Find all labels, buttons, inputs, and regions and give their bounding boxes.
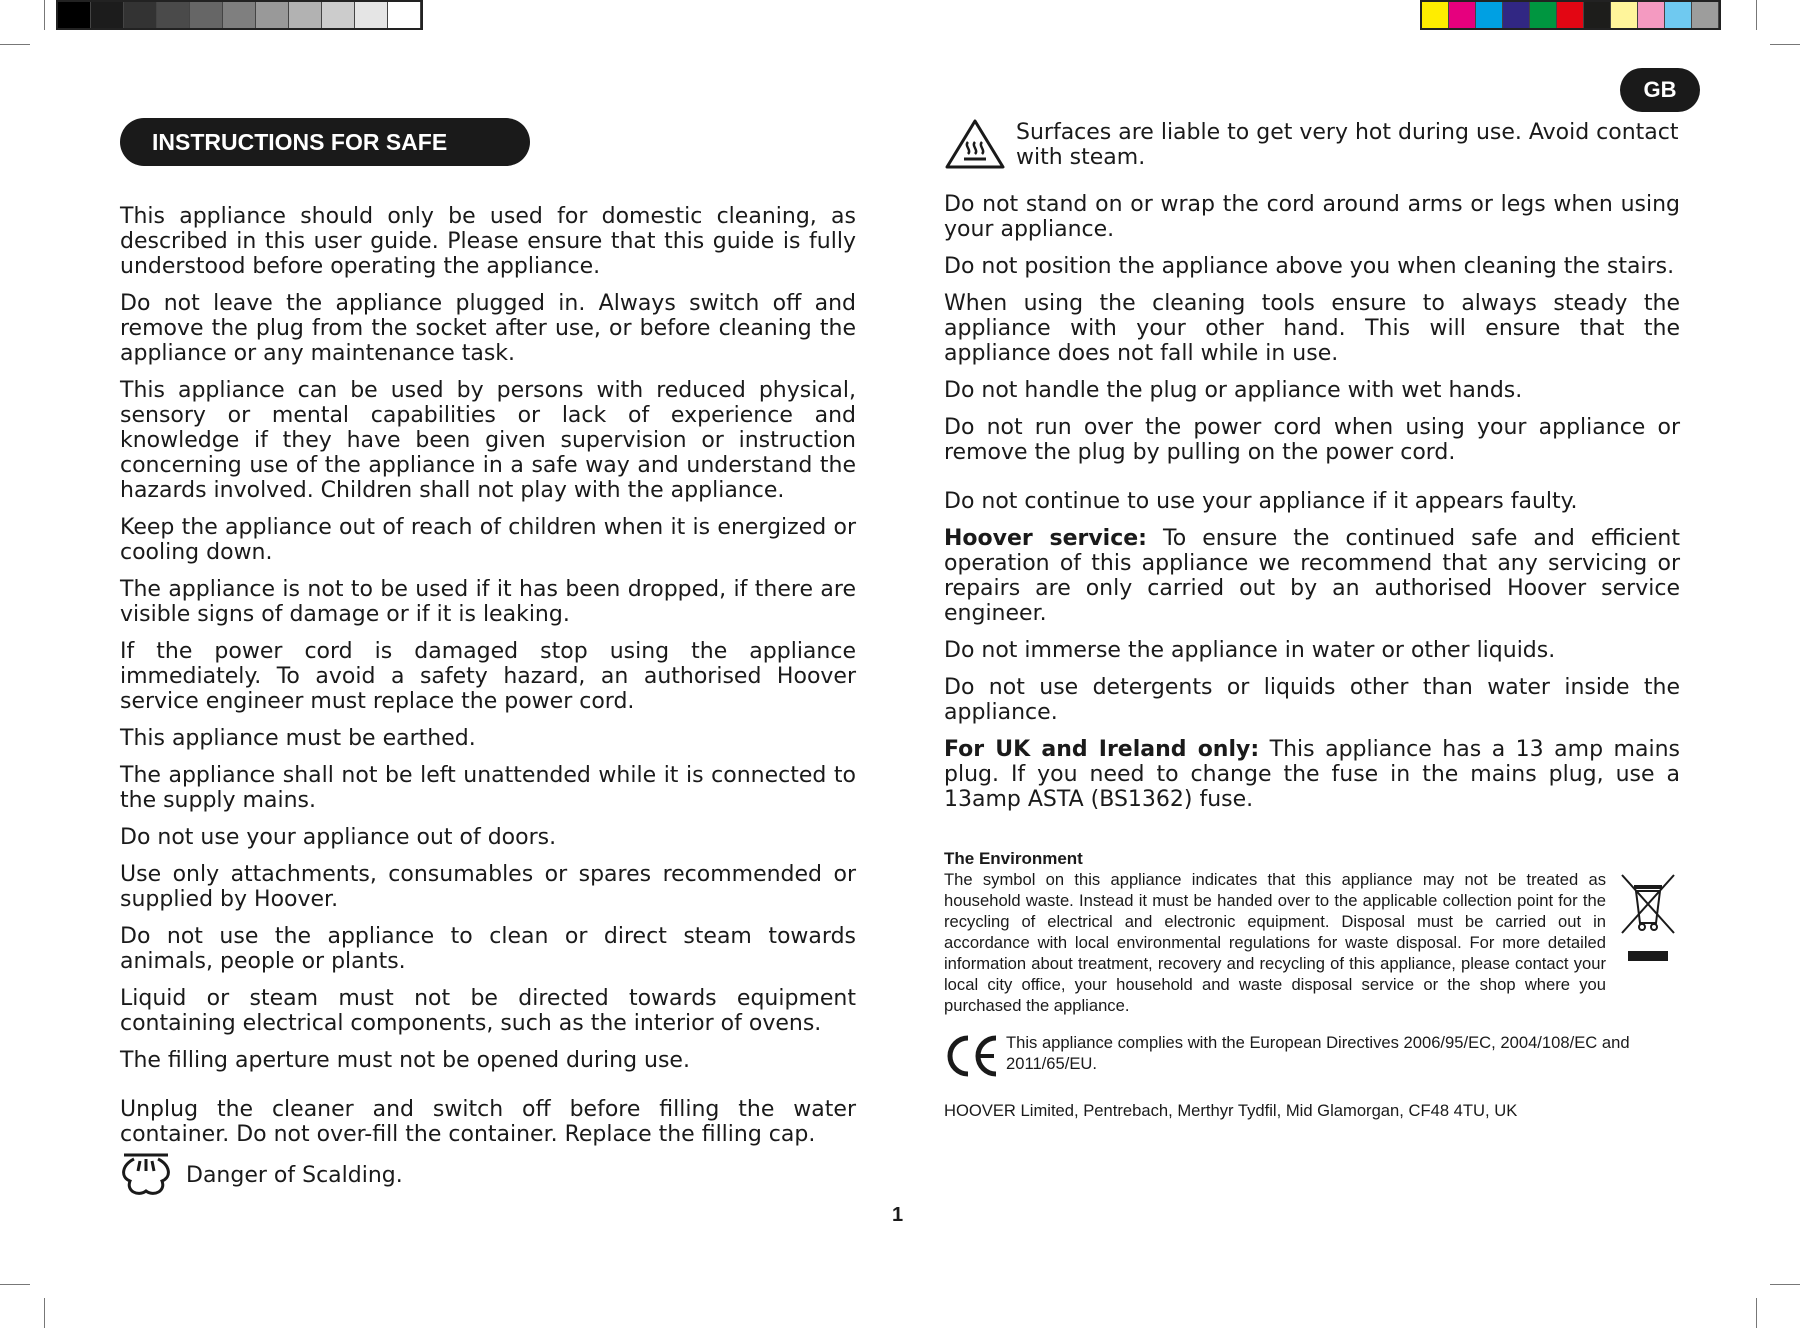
safety-paragraph: Liquid or steam must not be directed towards equipment containing electrical components, such as the interior of ovens. [120,986,856,1036]
environment-section [944,848,1680,1121]
color-swatch [1584,2,1611,28]
safety-paragraph: Use only attachments, consumables or spares recommended or supplied by Hoover. [120,862,856,912]
uk-ireland-label: For UK and Ireland only: [944,737,1260,762]
crop-mark [1770,1284,1800,1285]
color-swatch [91,2,124,28]
color-swatch [58,2,91,28]
environment-row [944,869,1680,1016]
grayscale-calibration-bar [56,0,423,30]
color-swatch [1422,2,1449,28]
language-badge: GB [1620,68,1700,112]
safety-paragraph: Do not stand on or wrap the cord around arms or legs when using your appliance. [944,192,1680,242]
ce-compliance-row [944,1032,1680,1080]
hoover-service-text: To ensure the continued safe and efficient operation of this appliance we recommend that any servicing or repairs are only carried out by an authorised Hoover service engineer. [944,526,1680,626]
color-swatch [1611,2,1638,28]
crop-mark [1770,44,1800,45]
color-swatch [124,2,157,28]
hoover-service-paragraph [944,526,1680,626]
safety-paragraph: Do not run over the power cord when using your appliance or remove the plug by pulling on the power cord. [944,415,1680,465]
weee-crossed-bin-icon [1616,869,1680,969]
hoover-service-label: Hoover service: [944,526,1147,551]
crop-mark [1756,0,1757,30]
crop-mark [44,0,45,30]
crop-mark [0,1284,30,1285]
color-swatch [1557,2,1584,28]
steam-scalding-icon [118,1151,174,1201]
section-title: INSTRUCTIONS FOR SAFE USE [120,118,530,166]
ce-mark-icon [944,1032,1000,1080]
safety-paragraph: Do not use your appliance out of doors. [120,825,557,850]
color-swatch [157,2,190,28]
color-swatch [1692,2,1719,28]
color-swatch [1476,2,1503,28]
uk-ireland-paragraph [944,737,1680,812]
ce-compliance-text: This appliance complies with the European Directives 2006/95/EC, 2004/108/EC and 2011/65/EU. [1006,1033,1630,1073]
color-swatch [1503,2,1530,28]
detergent-note: Do not use detergents or liquids other than water inside the appliance. [944,675,1680,725]
color-swatch [355,2,388,28]
color-swatch [289,2,322,28]
safety-paragraph: Do not leave the appliance plugged in. Always switch off and remove the plug from the socket after use, or before cleaning the appliance or any maintenance task. [120,291,856,366]
safety-paragraph: When using the cleaning tools ensure to always steady the appliance with your other hand. This will ensure that the appliance does not fall while in use. [944,291,1680,366]
color-swatch [1638,2,1665,28]
color-swatch [190,2,223,28]
safety-paragraph-list [120,204,856,1073]
safety-paragraph: This appliance must be earthed. [120,726,476,751]
scalding-warning-row [120,1151,856,1201]
color-swatch [1530,2,1557,28]
safety-paragraph: This appliance can be used by persons with reduced physical, sensory or mental capabilities or lack of experience and knowledge if they have been given supervision or instruction concerning use of the appliance in a safe way and understand the hazards involved. Children shall not play with the appliance. [120,378,856,503]
safety-paragraph: Keep the appliance out of reach of children when it is energized or cooling down. [120,515,856,565]
safety-paragraph: Do not position the appliance above you when cleaning the stairs. [944,254,1675,279]
crop-mark [1756,1298,1757,1328]
faulty-note: Do not continue to use your appliance if it appears faulty. [944,489,1578,514]
safety-paragraph: The appliance shall not be left unattended while it is connected to the supply mains. [120,763,856,813]
safety-paragraph: This appliance should only be used for domestic cleaning, as described in this user guide. Please ensure that this guide is fully understood before operating the appliance. [120,204,856,279]
left-column [120,118,856,1201]
color-swatch [223,2,256,28]
safety-paragraph: The appliance is not to be used if it has been dropped, if there are visible signs of damage or if it is leaking. [120,577,856,627]
color-swatch [256,2,289,28]
scalding-warning-text: Danger of Scalding. [186,1163,403,1188]
right-column [944,118,1680,1121]
hot-surface-warning-text: Surfaces are liable to get very hot during use. Avoid contact with steam. [1016,120,1679,170]
safety-paragraph-list [944,192,1680,465]
uk-ireland-text: This appliance has a 13 amp mains plug. If you need to change the fuse in the mains plug, use a 13amp ASTA (BS1362) fuse. [944,737,1680,812]
safety-paragraph: The filling aperture must not be opened during use. [120,1048,690,1073]
environment-title: The Environment [944,849,1083,868]
crop-mark [44,1298,45,1328]
color-swatch [1665,2,1692,28]
environment-text: The symbol on this appliance indicates that this appliance may not be treated as household waste. Instead it must be handed over to the applicable collection point for the recycling of electrical and electronic equipment. Disposal must be carried out in accordance with local environmental regulations for waste disposal. For more detailed information about treatment, recovery and recycling of this appliance, please contact your local city office, your household and waste disposal service or the shop where you purchased the appliance. [944,870,1606,1015]
safety-paragraph: Do not use the appliance to clean or direct steam towards animals, people or plants. [120,924,856,974]
unplug-note: Unplug the cleaner and switch off before filling the water container. Do not over-fill the container. Replace the filling cap. [120,1097,856,1147]
color-swatch [388,2,421,28]
color-calibration-bar [1420,0,1721,30]
safety-paragraph: Do not handle the plug or appliance with wet hands. [944,378,1523,403]
color-swatch [1449,2,1476,28]
hot-surface-warning-row [944,118,1680,170]
manufacturer-address: HOOVER Limited, Pentrebach, Merthyr Tydfil, Mid Glamorgan, CF48 4TU, UK [944,1101,1518,1120]
hot-surface-warning-icon [944,118,1006,170]
crop-mark [0,44,30,45]
safety-paragraph: If the power cord is damaged stop using the appliance immediately. To avoid a safety hazard, an authorised Hoover service engineer must replace the power cord. [120,639,856,714]
immerse-note: Do not immerse the appliance in water or other liquids. [944,638,1556,663]
page-number: 1 [892,1204,904,1226]
color-swatch [322,2,355,28]
